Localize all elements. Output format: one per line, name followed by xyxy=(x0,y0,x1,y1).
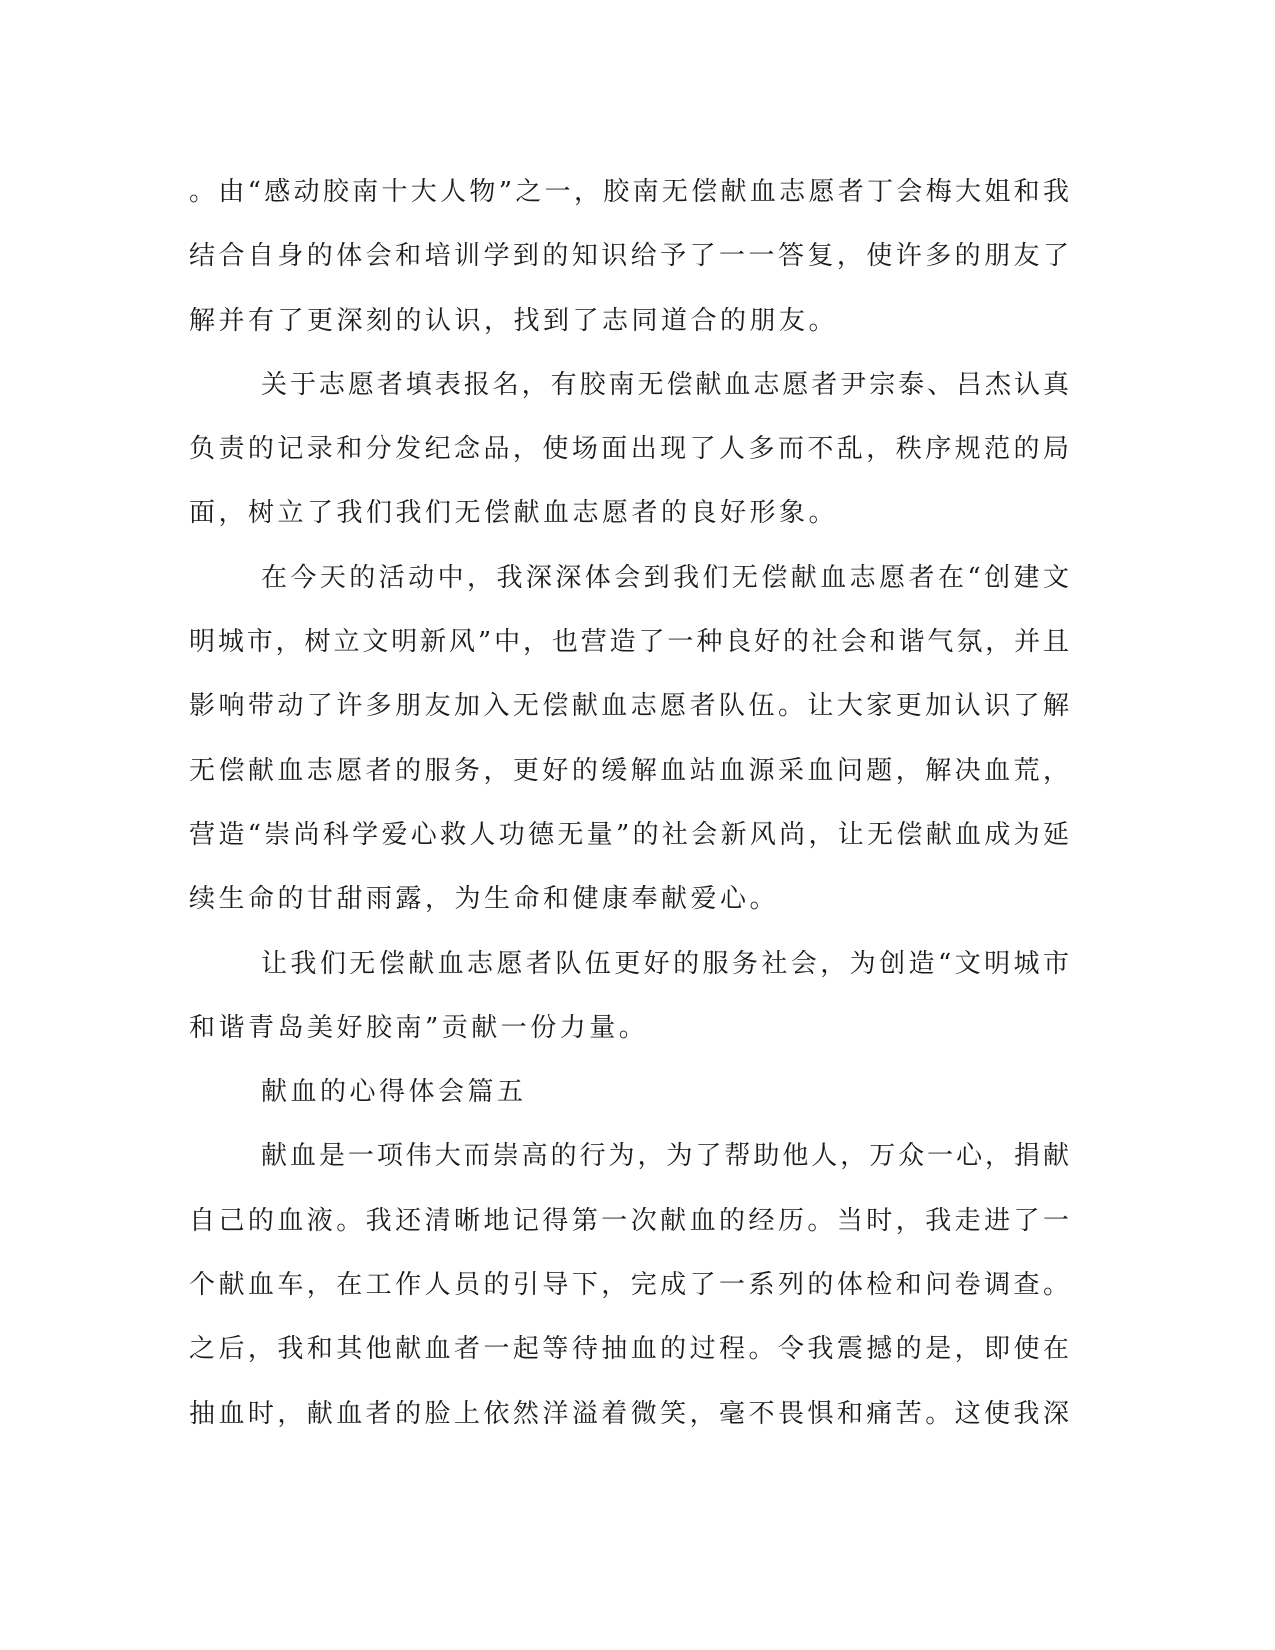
paragraph-start-line: 献血是一项伟大而崇高的行为，为了帮助他人，万众一心，捐献 xyxy=(261,1141,1069,1172)
document-body xyxy=(189,160,1069,1446)
paragraph-start-line: 让我们无偿献血志愿者队伍更好的服务社会，为创造“文明城市 xyxy=(261,948,1069,979)
text-line: 抽血时，献血者的脸上依然洋溢着微笑，毫不畏惧和痛苦。这使我深 xyxy=(189,1398,1069,1429)
section-heading: 献血的心得体会篇五 xyxy=(261,1077,527,1108)
paragraph-start-line: 在今天的活动中，我深深体会到我们无偿献血志愿者在“创建文 xyxy=(261,562,1069,593)
text-line: 结合自身的体会和培训学到的知识给予了一一答复，使许多的朋友了 xyxy=(189,241,1069,272)
text-line: 影响带动了许多朋友加入无偿献血志愿者队伍。让大家更加认识了解 xyxy=(189,691,1069,722)
text-line: 自己的血液。我还清晰地记得第一次献血的经历。当时，我走进了一 xyxy=(189,1205,1069,1236)
text-line: 负责的记录和分发纪念品，使场面出现了人多而不乱，秩序规范的局 xyxy=(189,434,1069,465)
text-line: 解并有了更深刻的认识，找到了志同道合的朋友。 xyxy=(189,305,839,336)
text-line: 。由“感动胶南十大人物”之一，胶南无偿献血志愿者丁会梅大姐和我 xyxy=(189,177,1069,207)
text-line: 个献血车，在工作人员的引导下，完成了一系列的体检和问卷调查。 xyxy=(189,1270,1069,1301)
text-line: 营造“崇尚科学爱心救人功德无量”的社会新风尚，让无偿献血成为延 xyxy=(189,819,1069,850)
text-line: 明城市，树立文明新风”中，也营造了一种良好的社会和谐气氛，并且 xyxy=(189,627,1069,658)
text-line: 之后，我和其他献血者一起等待抽血的过程。令我震撼的是，即使在 xyxy=(189,1334,1069,1365)
text-line: 续生命的甘甜雨露，为生命和健康奉献爱心。 xyxy=(189,884,780,915)
text-line: 面，树立了我们我们无偿献血志愿者的良好形象。 xyxy=(189,498,839,529)
text-line: 无偿献血志愿者的服务，更好的缓解血站血源采血问题，解决血荒， xyxy=(189,755,1069,786)
paragraph-start-line: 关于志愿者填表报名，有胶南无偿献血志愿者尹宗泰、吕杰认真 xyxy=(261,369,1069,400)
text-line: 和谐青岛美好胶南”贡献一份力量。 xyxy=(189,1012,649,1043)
